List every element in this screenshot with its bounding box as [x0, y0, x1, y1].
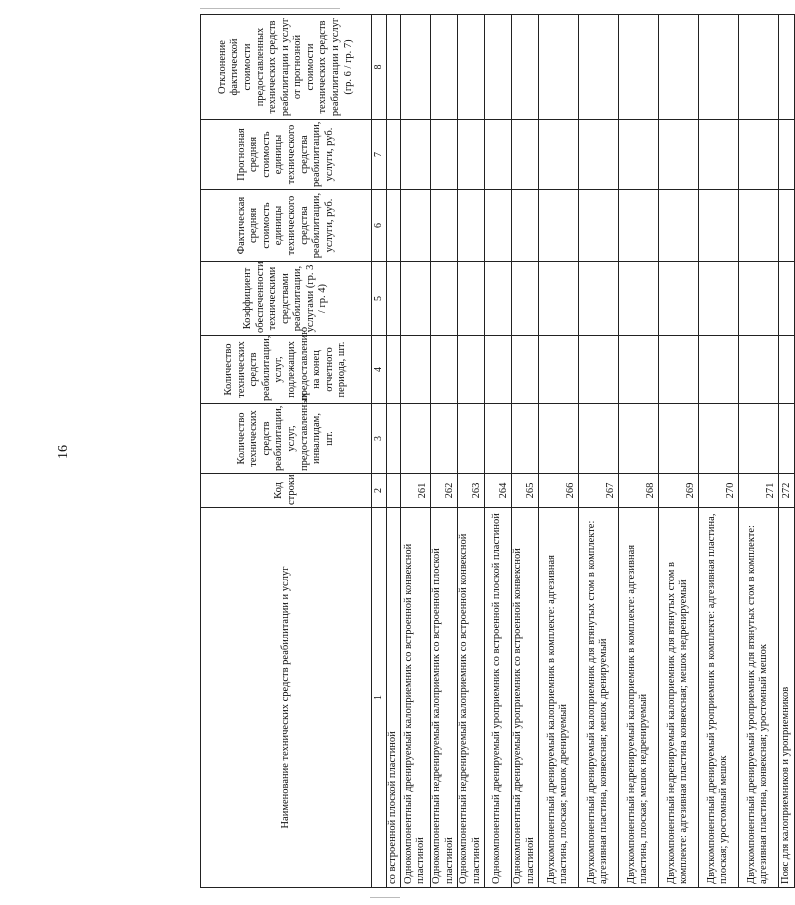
cell — [618, 190, 658, 262]
header-deviation: Отклонение фактической стоимости предоставленных технических средств реабилитации и услуг от прогнозной стоимости технических средств реабилитации и услуг (гр. 6 / гр. 7) — [201, 15, 372, 120]
row-code: 271 — [738, 474, 778, 508]
cell — [658, 262, 698, 336]
cell — [430, 15, 457, 120]
column-number: 6 — [372, 190, 387, 262]
cell — [698, 404, 738, 474]
cell — [430, 404, 457, 474]
header-row — [201, 15, 372, 888]
column-number: 3 — [372, 404, 387, 474]
cell — [430, 120, 457, 190]
cell — [400, 262, 430, 336]
header-coverage-ratio: Коэффициент обеспеченности техническими средствами реабилитации, услугами (гр. 3 / гр. 4) — [201, 262, 372, 336]
table-row — [484, 15, 511, 888]
cell — [738, 120, 778, 190]
cell — [457, 336, 484, 404]
report-table-container — [200, 15, 792, 888]
row-name: Двухкомпонентный недренируемый калоприемник в комплекте: адгезивная пластина, плоская; мешок недренируемый — [618, 508, 658, 888]
table-row — [457, 15, 484, 888]
row-name: Однокомпонентный недренируемый калоприемник со встроенной конвексной пластиной — [457, 508, 484, 888]
row-name: Двухкомпонентный дренируемый уроприемник в комплекте: адгезивная пластина, плоская; уростомный мешок — [698, 508, 738, 888]
cell — [387, 262, 401, 336]
cell — [387, 336, 401, 404]
row-code: 266 — [538, 474, 578, 508]
cell — [658, 404, 698, 474]
cell — [698, 336, 738, 404]
cell — [578, 120, 618, 190]
cell — [698, 190, 738, 262]
cell — [738, 336, 778, 404]
cell — [484, 404, 511, 474]
cell — [387, 120, 401, 190]
cell — [511, 15, 538, 120]
table-row — [698, 15, 738, 888]
cell — [658, 190, 698, 262]
row-name: Двухкомпонентный недренируемый калоприемник для втянутых стом в комплекте: адгезивная пластина конвексная; мешок недренируемый — [658, 508, 698, 888]
cell — [430, 336, 457, 404]
cell — [538, 336, 578, 404]
table-row — [400, 15, 430, 888]
cell — [430, 262, 457, 336]
cell — [484, 120, 511, 190]
cell — [698, 262, 738, 336]
cell — [578, 262, 618, 336]
cell — [738, 15, 778, 120]
cell — [400, 15, 430, 120]
cell — [578, 404, 618, 474]
cell — [538, 262, 578, 336]
cell — [618, 15, 658, 120]
header-name: Наименование технических средств реабилитации и услуг — [201, 508, 372, 888]
row-code — [387, 474, 401, 508]
cell — [538, 15, 578, 120]
header-due-count: Количество технических средств реабилитации, услуг, подлежащих предоставлению на конец отчетного периода, шт. — [201, 336, 372, 404]
cell — [400, 120, 430, 190]
row-name: Двухкомпонентный дренируемый калоприемник для втянутых стом в комплекте: адгезивная пластина, конвексная; мешок дренируемый — [578, 508, 618, 888]
cell — [658, 336, 698, 404]
cell — [618, 404, 658, 474]
cell — [457, 120, 484, 190]
cell — [618, 120, 658, 190]
table-row — [778, 15, 794, 888]
scan-mark — [370, 897, 400, 898]
cell — [484, 190, 511, 262]
cell — [778, 15, 794, 120]
cell — [698, 120, 738, 190]
cell — [778, 190, 794, 262]
cell — [778, 120, 794, 190]
row-code: 272 — [778, 474, 794, 508]
row-name: Однокомпонентный дренируемый уроприемник со встроенной плоской пластиной — [484, 508, 511, 888]
table-row — [538, 15, 578, 888]
row-code: 269 — [658, 474, 698, 508]
cell — [578, 190, 618, 262]
row-name: Двухкомпонентный дренируемый калоприемник в комплекте: адгезивная пластина, плоская; мешок дренируемый — [538, 508, 578, 888]
cell — [738, 262, 778, 336]
cell — [511, 190, 538, 262]
cell — [511, 336, 538, 404]
column-number: 2 — [372, 474, 387, 508]
row-code: 264 — [484, 474, 511, 508]
table-row — [387, 15, 401, 888]
cell — [484, 15, 511, 120]
column-number: 4 — [372, 336, 387, 404]
header-code: Код строки — [201, 474, 372, 508]
cell — [387, 15, 401, 120]
cell — [618, 336, 658, 404]
cell — [738, 190, 778, 262]
header-forecast-cost: Прогнозная средняя стоимость единицы технического средства реабилитации, услуги, руб. — [201, 120, 372, 190]
cell — [538, 120, 578, 190]
cell — [400, 190, 430, 262]
cell — [658, 15, 698, 120]
cell — [511, 120, 538, 190]
table-row — [738, 15, 778, 888]
cell — [484, 262, 511, 336]
cell — [387, 190, 401, 262]
row-code: 268 — [618, 474, 658, 508]
row-code: 267 — [578, 474, 618, 508]
column-number: 7 — [372, 120, 387, 190]
row-name: Пояс для калоприемников и уроприемников — [778, 508, 794, 888]
cell — [430, 190, 457, 262]
cell — [698, 15, 738, 120]
row-name: Однокомпонентный дренируемый калоприемник со встроенной конвексной пластиной — [400, 508, 430, 888]
table-row — [618, 15, 658, 888]
table-row — [658, 15, 698, 888]
row-code: 261 — [400, 474, 430, 508]
header-provided-count: Количество технических средств реабилитации, услуг, предоставленных инвалидам, шт. — [201, 404, 372, 474]
cell — [457, 262, 484, 336]
cell — [484, 336, 511, 404]
column-number: 5 — [372, 262, 387, 336]
row-name: Двухкомпонентный дренируемый уроприемник для втянутых стом в комплекте: адгезивная пластина, конвексная; уростомный мешок — [738, 508, 778, 888]
column-number: 8 — [372, 15, 387, 120]
cell — [658, 120, 698, 190]
table-row — [578, 15, 618, 888]
page-number: 16 — [56, 445, 71, 459]
table-row — [511, 15, 538, 888]
column-number: 1 — [372, 508, 387, 888]
cell — [400, 404, 430, 474]
cell — [778, 336, 794, 404]
report-table — [200, 14, 795, 888]
cell — [538, 404, 578, 474]
cell — [400, 336, 430, 404]
cell — [618, 262, 658, 336]
row-code: 263 — [457, 474, 484, 508]
row-name: Однокомпонентный недренируемый калоприемник со встроенной плоской пластиной — [430, 508, 457, 888]
cell — [578, 15, 618, 120]
row-name: Однокомпонентный дренируемый уроприемник со встроенной конвексной пластиной — [511, 508, 538, 888]
table-row — [430, 15, 457, 888]
cell — [738, 404, 778, 474]
scan-mark — [200, 8, 340, 9]
cell — [538, 190, 578, 262]
cell — [457, 404, 484, 474]
cell — [511, 262, 538, 336]
row-code: 262 — [430, 474, 457, 508]
cell — [511, 404, 538, 474]
column-number-row — [372, 15, 387, 888]
header-actual-cost: Фактическая средняя стоимость единицы технического средства реабилитации, услуги, руб. — [201, 190, 372, 262]
cell — [578, 336, 618, 404]
cell — [387, 404, 401, 474]
row-name: со встроенной плоской пластиной — [387, 508, 401, 888]
cell — [457, 190, 484, 262]
cell — [778, 404, 794, 474]
cell — [457, 15, 484, 120]
row-code: 270 — [698, 474, 738, 508]
cell — [778, 262, 794, 336]
row-code: 265 — [511, 474, 538, 508]
